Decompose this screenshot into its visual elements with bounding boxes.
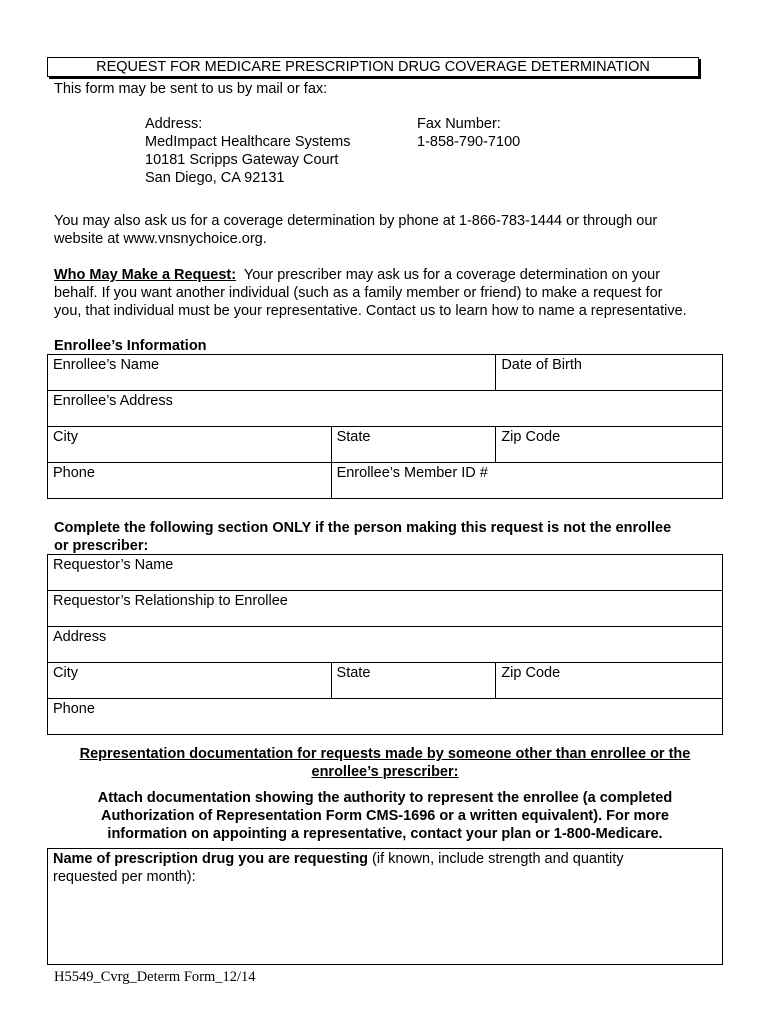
drug-name-label-line-2: requested per month): <box>53 869 196 885</box>
date-of-birth-label: Date of Birth <box>501 357 582 373</box>
requestor-section-heading <box>54 519 671 555</box>
fax-block <box>417 115 520 151</box>
who-may-request-heading: Who May Make a Request: <box>54 267 237 283</box>
requestor-address-label: Address <box>53 629 107 645</box>
enrollee-name-field[interactable] <box>48 355 496 391</box>
form-id-footer: H5549_Cvrg_Determ Form_12/14 <box>54 969 256 985</box>
address-line-2: 10181 Scripps Gateway Court <box>145 152 339 168</box>
date-of-birth-field[interactable] <box>496 355 723 391</box>
drug-name-label-bold: Name of prescription drug you are requesting <box>53 851 369 867</box>
representation-heading-line-1: Representation documentation for requests made by someone other than enrollee or the <box>79 746 691 762</box>
requestor-relationship-field[interactable] <box>48 591 723 627</box>
phone-paragraph-line-2: website at www.vnsnychoice.org. <box>54 231 267 247</box>
enrollee-zip-label: Zip Code <box>501 429 561 445</box>
fax-label: Fax Number: <box>417 116 501 132</box>
fax-number: 1-858-790-7100 <box>417 134 521 150</box>
requestor-info-table <box>47 554 723 735</box>
enrollee-info-table <box>47 354 723 499</box>
requestor-state-label: State <box>336 665 371 681</box>
address-line-1: MedImpact Healthcare Systems <box>145 134 351 150</box>
representation-heading <box>47 745 723 781</box>
address-label: Address: <box>145 116 203 132</box>
enrollee-city-field[interactable] <box>48 427 332 463</box>
representation-instructions-line-3: information on appointing a representative, contact your plan or 1-800-Medicare. <box>107 826 663 842</box>
requestor-phone-label: Phone <box>53 701 95 717</box>
representation-instructions <box>47 789 723 843</box>
requestor-name-label: Requestor’s Name <box>53 557 174 573</box>
enrollee-phone-label: Phone <box>53 465 95 481</box>
requestor-heading-line-2: or prescriber: <box>54 538 149 554</box>
enrollee-member-id-label: Enrollee’s Member ID # <box>336 465 488 481</box>
representation-instructions-line-1: Attach documentation showing the authority to represent the enrollee (a completed <box>97 790 673 806</box>
enrollee-address-label: Enrollee’s Address <box>53 393 173 409</box>
drug-name-table <box>47 848 723 965</box>
requestor-city-label: City <box>53 665 78 681</box>
phone-paragraph-line-1: You may also ask us for a coverage determination by phone at 1-866-783-1444 or through our <box>54 213 658 229</box>
representation-instructions-line-2: Authorization of Representation Form CMS-1696 or a written equivalent). For more <box>101 808 669 824</box>
representation-heading-line-2: enrollee’s prescriber: <box>311 764 459 780</box>
requestor-heading-line-1: Complete the following section ONLY if the person making this request is not the enrollee <box>54 520 672 536</box>
enrollee-address-field[interactable] <box>48 391 723 427</box>
mail-address-block <box>145 115 351 187</box>
enrollee-name-label: Enrollee’s Name <box>53 357 160 373</box>
address-line-3: San Diego, CA 92131 <box>145 170 285 186</box>
enrollee-state-field[interactable] <box>331 427 496 463</box>
enrollee-zip-field[interactable] <box>496 427 723 463</box>
who-may-request-line-1: Your prescriber may ask us for a coverage determination on your <box>236 267 661 283</box>
who-may-request-line-2: behalf. If you want another individual (such as a family member or friend) to make a request for <box>54 285 663 301</box>
phone-paragraph <box>54 212 724 248</box>
enrollee-info-heading: Enrollee’s Information <box>54 338 207 354</box>
requestor-zip-label: Zip Code <box>501 665 561 681</box>
requestor-name-field[interactable] <box>48 555 723 591</box>
who-may-request-paragraph <box>54 266 724 320</box>
drug-name-field[interactable] <box>48 849 723 965</box>
enrollee-city-label: City <box>53 429 78 445</box>
enrollee-phone-field[interactable] <box>48 463 332 499</box>
requestor-phone-field[interactable] <box>48 699 723 735</box>
requestor-city-field[interactable] <box>48 663 332 699</box>
requestor-state-field[interactable] <box>331 663 496 699</box>
drug-name-label-rest: (if known, include strength and quantity <box>368 851 624 867</box>
form-title: REQUEST FOR MEDICARE PRESCRIPTION DRUG COVERAGE DETERMINATION <box>47 57 699 77</box>
intro-text: This form may be sent to us by mail or fax: <box>54 81 328 97</box>
requestor-zip-field[interactable] <box>496 663 723 699</box>
enrollee-state-label: State <box>336 429 371 445</box>
requestor-address-field[interactable] <box>48 627 723 663</box>
who-may-request-line-3: you, that individual must be your representative. Contact us to learn how to name a representative. <box>54 303 687 319</box>
enrollee-member-id-field[interactable] <box>331 463 722 499</box>
requestor-relationship-label: Requestor’s Relationship to Enrollee <box>53 593 288 609</box>
